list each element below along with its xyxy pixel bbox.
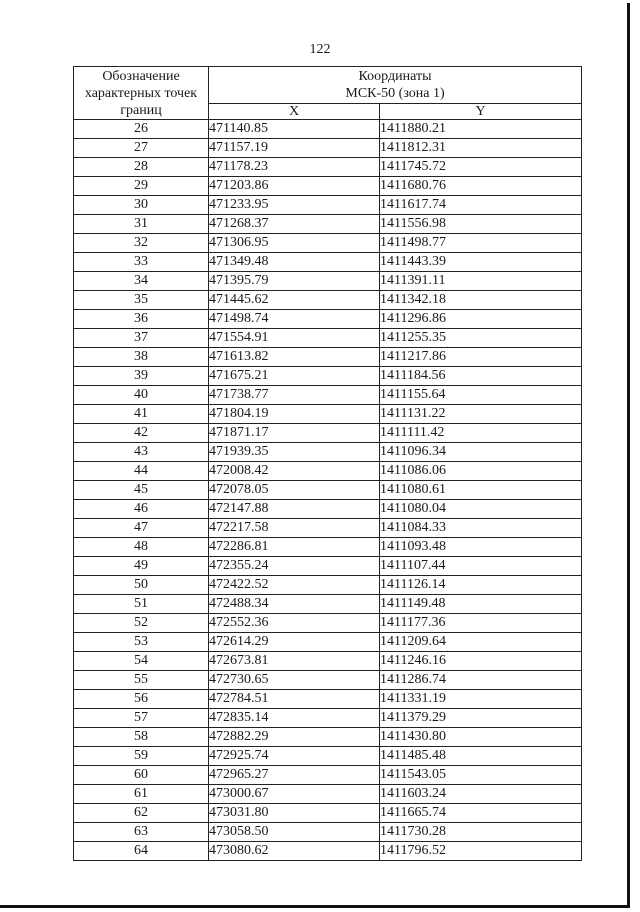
x-coordinate-cell: 471871.17 (209, 424, 380, 443)
point-id-cell: 64 (74, 842, 209, 861)
point-id-cell: 55 (74, 671, 209, 690)
x-coordinate-cell: 471178.23 (209, 158, 380, 177)
table-row (74, 253, 582, 272)
point-id-cell: 41 (74, 405, 209, 424)
x-coordinate-cell: 472965.27 (209, 766, 380, 785)
table-row (74, 633, 582, 652)
point-id-cell: 56 (74, 690, 209, 709)
y-coordinate-cell: 1411296.86 (380, 310, 582, 329)
point-id-cell: 30 (74, 196, 209, 215)
table-row (74, 196, 582, 215)
point-id-cell: 50 (74, 576, 209, 595)
table-row (74, 766, 582, 785)
y-coordinate-cell: 1411730.28 (380, 823, 582, 842)
y-coordinate-cell: 1411126.14 (380, 576, 582, 595)
table-row (74, 804, 582, 823)
point-id-cell: 59 (74, 747, 209, 766)
table-row (74, 785, 582, 804)
y-coordinate-cell: 1411080.61 (380, 481, 582, 500)
point-id-cell: 43 (74, 443, 209, 462)
x-coordinate-cell: 471395.79 (209, 272, 380, 291)
x-coordinate-cell: 471203.86 (209, 177, 380, 196)
x-coordinate-cell: 471306.95 (209, 234, 380, 253)
table-row (74, 291, 582, 310)
x-coordinate-cell: 471233.95 (209, 196, 380, 215)
y-coordinate-cell: 1411255.35 (380, 329, 582, 348)
y-coordinate-cell: 1411286.74 (380, 671, 582, 690)
y-coordinate-cell: 1411084.33 (380, 519, 582, 538)
x-coordinate-cell: 471445.62 (209, 291, 380, 310)
y-coordinate-cell: 1411177.36 (380, 614, 582, 633)
table-row (74, 652, 582, 671)
x-coordinate-cell: 471939.35 (209, 443, 380, 462)
y-coordinate-cell: 1411443.39 (380, 253, 582, 272)
x-coordinate-cell: 472078.05 (209, 481, 380, 500)
y-coordinate-cell: 1411603.24 (380, 785, 582, 804)
page-edge-shadow-right (627, 3, 630, 908)
point-id-cell: 39 (74, 367, 209, 386)
table-row (74, 272, 582, 291)
x-coordinate-cell: 472614.29 (209, 633, 380, 652)
point-id-cell: 27 (74, 139, 209, 158)
table-row (74, 215, 582, 234)
point-id-cell: 45 (74, 481, 209, 500)
y-coordinate-cell: 1411217.86 (380, 348, 582, 367)
table-row (74, 481, 582, 500)
x-coordinate-cell: 472147.88 (209, 500, 380, 519)
table-row (74, 310, 582, 329)
x-coordinate-cell: 471554.91 (209, 329, 380, 348)
x-coordinate-cell: 473058.50 (209, 823, 380, 842)
point-id-cell: 48 (74, 538, 209, 557)
table-row (74, 709, 582, 728)
table-row (74, 234, 582, 253)
point-id-cell: 33 (74, 253, 209, 272)
y-coordinate-cell: 1411086.06 (380, 462, 582, 481)
table-row (74, 367, 582, 386)
table-row (74, 747, 582, 766)
y-coordinate-cell: 1411379.29 (380, 709, 582, 728)
x-coordinate-cell: 471268.37 (209, 215, 380, 234)
y-coordinate-cell: 1411096.34 (380, 443, 582, 462)
x-coordinate-cell: 472552.36 (209, 614, 380, 633)
table-row (74, 329, 582, 348)
y-coordinate-cell: 1411331.19 (380, 690, 582, 709)
x-coordinate-cell: 473031.80 (209, 804, 380, 823)
point-id-cell: 35 (74, 291, 209, 310)
point-id-cell: 31 (74, 215, 209, 234)
y-coordinate-cell: 1411391.11 (380, 272, 582, 291)
table-row (74, 728, 582, 747)
table-row (74, 443, 582, 462)
y-coordinate-cell: 1411745.72 (380, 158, 582, 177)
table-row (74, 500, 582, 519)
point-id-cell: 26 (74, 120, 209, 139)
x-coordinate-cell: 471675.21 (209, 367, 380, 386)
x-coordinate-cell: 472784.51 (209, 690, 380, 709)
table-row (74, 405, 582, 424)
table-row (74, 386, 582, 405)
point-id-cell: 51 (74, 595, 209, 614)
x-coordinate-cell: 472673.81 (209, 652, 380, 671)
x-coordinate-cell: 471498.74 (209, 310, 380, 329)
point-id-cell: 62 (74, 804, 209, 823)
x-coordinate-cell: 471738.77 (209, 386, 380, 405)
page-number: 122 (309, 42, 331, 57)
x-coordinate-cell: 471349.48 (209, 253, 380, 272)
y-coordinate-cell: 1411155.64 (380, 386, 582, 405)
point-id-cell: 54 (74, 652, 209, 671)
point-id-cell: 37 (74, 329, 209, 348)
y-coordinate-cell: 1411812.31 (380, 139, 582, 158)
table-row (74, 538, 582, 557)
x-coordinate-cell: 472355.24 (209, 557, 380, 576)
table-row (74, 177, 582, 196)
table-row (74, 614, 582, 633)
x-coordinate-cell: 471613.82 (209, 348, 380, 367)
y-coordinate-cell: 1411246.16 (380, 652, 582, 671)
x-coordinate-cell: 471804.19 (209, 405, 380, 424)
point-id-cell: 40 (74, 386, 209, 405)
x-coordinate-cell: 471157.19 (209, 139, 380, 158)
table-row (74, 519, 582, 538)
header-x: X (209, 104, 380, 120)
header-point-label: Обозначение характерных точек границ (74, 67, 209, 120)
table-row (74, 424, 582, 443)
header-coordinates (209, 67, 582, 104)
point-id-cell: 36 (74, 310, 209, 329)
x-coordinate-cell: 472730.65 (209, 671, 380, 690)
y-coordinate-cell: 1411680.76 (380, 177, 582, 196)
y-coordinate-cell: 1411556.98 (380, 215, 582, 234)
point-id-cell: 28 (74, 158, 209, 177)
y-coordinate-cell: 1411209.64 (380, 633, 582, 652)
table-row (74, 557, 582, 576)
y-coordinate-cell: 1411131.22 (380, 405, 582, 424)
page-edge-shadow-bottom (0, 905, 630, 908)
header-y: Y (380, 104, 582, 120)
y-coordinate-cell: 1411111.42 (380, 424, 582, 443)
x-coordinate-cell: 472488.34 (209, 595, 380, 614)
table-row (74, 595, 582, 614)
point-id-cell: 38 (74, 348, 209, 367)
table-row (74, 690, 582, 709)
point-id-cell: 57 (74, 709, 209, 728)
coordinates-table (73, 66, 582, 861)
point-id-cell: 61 (74, 785, 209, 804)
point-id-cell: 53 (74, 633, 209, 652)
header-coordinates-title: Координаты (358, 69, 432, 84)
point-id-cell: 63 (74, 823, 209, 842)
y-coordinate-cell: 1411665.74 (380, 804, 582, 823)
x-coordinate-cell: 472882.29 (209, 728, 380, 747)
y-coordinate-cell: 1411107.44 (380, 557, 582, 576)
point-id-cell: 42 (74, 424, 209, 443)
y-coordinate-cell: 1411430.80 (380, 728, 582, 747)
table-row (74, 842, 582, 861)
point-id-cell: 32 (74, 234, 209, 253)
y-coordinate-cell: 1411093.48 (380, 538, 582, 557)
point-id-cell: 52 (74, 614, 209, 633)
x-coordinate-cell: 472008.42 (209, 462, 380, 481)
x-coordinate-cell: 471140.85 (209, 120, 380, 139)
table-body (74, 120, 582, 861)
table-row (74, 671, 582, 690)
y-coordinate-cell: 1411543.05 (380, 766, 582, 785)
point-id-cell: 29 (74, 177, 209, 196)
point-id-cell: 46 (74, 500, 209, 519)
y-coordinate-cell: 1411342.18 (380, 291, 582, 310)
x-coordinate-cell: 472217.58 (209, 519, 380, 538)
y-coordinate-cell: 1411498.77 (380, 234, 582, 253)
y-coordinate-cell: 1411880.21 (380, 120, 582, 139)
y-coordinate-cell: 1411796.52 (380, 842, 582, 861)
point-id-cell: 60 (74, 766, 209, 785)
point-id-cell: 34 (74, 272, 209, 291)
x-coordinate-cell: 472835.14 (209, 709, 380, 728)
y-coordinate-cell: 1411149.48 (380, 595, 582, 614)
table-row (74, 158, 582, 177)
y-coordinate-cell: 1411617.74 (380, 196, 582, 215)
table-row (74, 120, 582, 139)
table-row (74, 348, 582, 367)
table-row (74, 462, 582, 481)
point-id-cell: 47 (74, 519, 209, 538)
x-coordinate-cell: 473080.62 (209, 842, 380, 861)
point-id-cell: 44 (74, 462, 209, 481)
table-row (74, 823, 582, 842)
point-id-cell: 58 (74, 728, 209, 747)
x-coordinate-cell: 472925.74 (209, 747, 380, 766)
table-row (74, 139, 582, 158)
table-header (74, 67, 582, 120)
x-coordinate-cell: 472422.52 (209, 576, 380, 595)
y-coordinate-cell: 1411485.48 (380, 747, 582, 766)
y-coordinate-cell: 1411184.56 (380, 367, 582, 386)
x-coordinate-cell: 473000.67 (209, 785, 380, 804)
x-coordinate-cell: 472286.81 (209, 538, 380, 557)
y-coordinate-cell: 1411080.04 (380, 500, 582, 519)
header-coordinate-system: МСК-50 (зона 1) (345, 86, 445, 101)
table-row (74, 576, 582, 595)
point-id-cell: 49 (74, 557, 209, 576)
